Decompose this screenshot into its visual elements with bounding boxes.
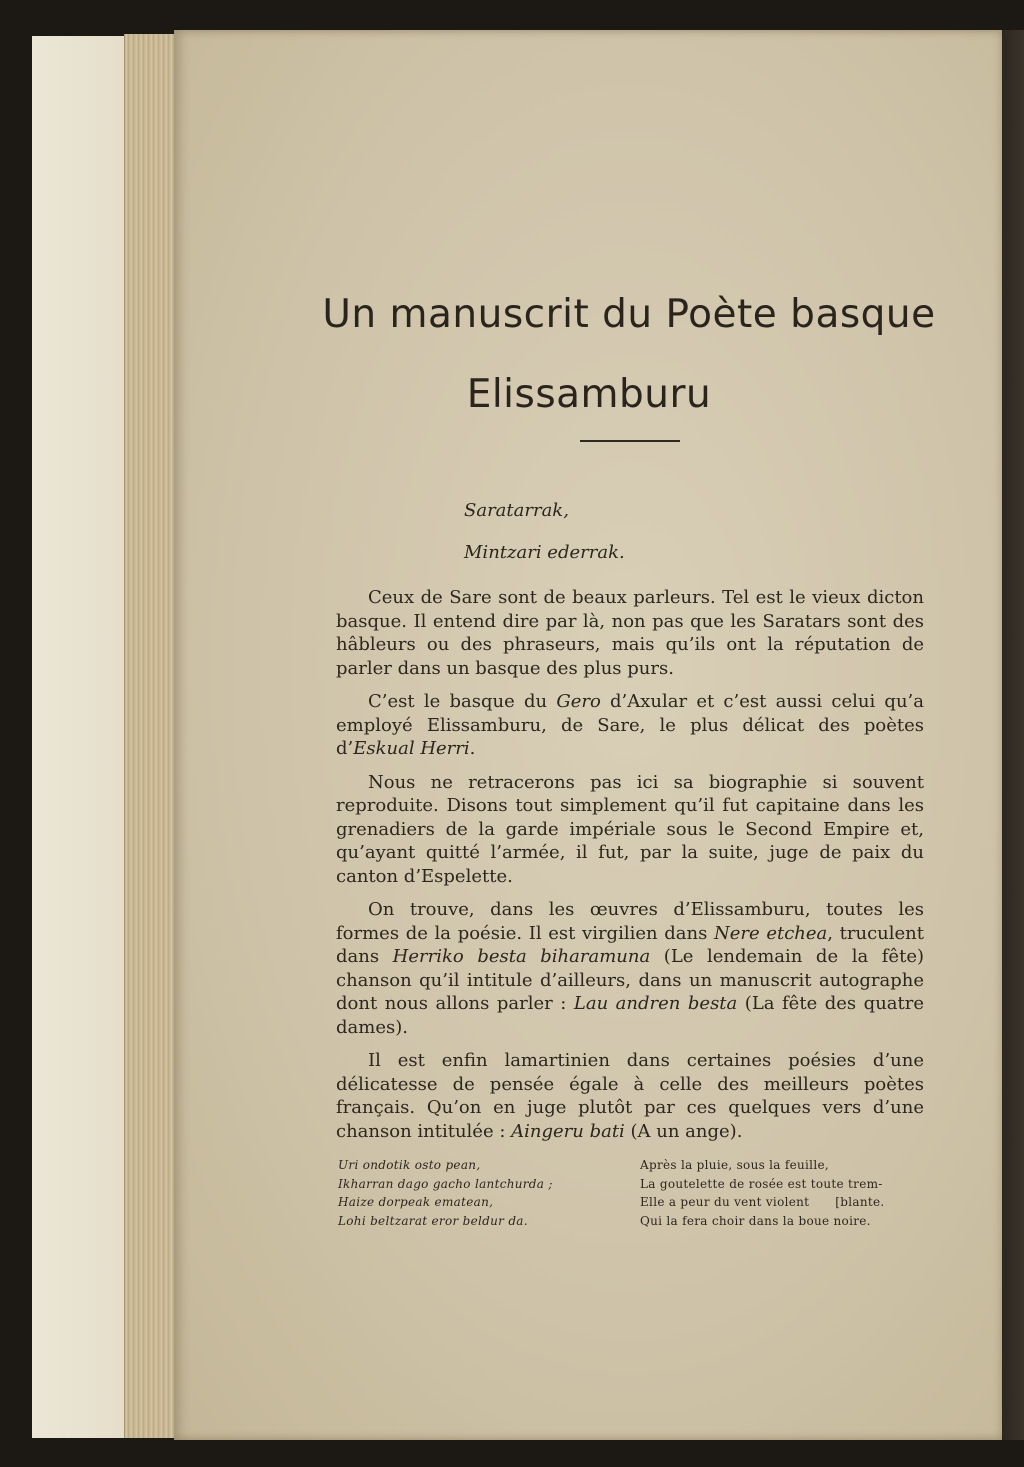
paragraph-2: C’est le basque du Gero d’Axular et c’est aussi celui qu’a employé Elissamburu, de Sare, le plus délicat des poètes d’Eskual Herri.	[336, 691, 925, 759]
title-divider	[580, 440, 680, 442]
epigraph-line-1: Saratarrak,	[464, 500, 569, 521]
verses-french	[640, 1156, 885, 1230]
book-page	[174, 30, 1004, 1440]
paragraph-5: Il est enfin lamartinien dans certaines poésies d’une délicatesse de pensée égale à celle des meilleurs poètes français. Qu’on en juge plutôt par ces quelques vers d’une chanson intitulée : Aingeru bati (A un ange).	[336, 1050, 924, 1142]
paragraph-3: Nous ne retracerons pas ici sa biographie si souvent reproduite. Disons tout simplement qu’il fut capitaine dans les grenadiers de la garde impériale sous le Second Empire et, qu’ayant quitté l’armée, il fut, par la suite, juge de paix du canton d’Espelette.	[336, 771, 924, 887]
binding-gutter	[1002, 30, 1024, 1440]
verse-line: Haize dorpeak ematean,	[338, 1195, 494, 1209]
page-stack-edge	[124, 34, 177, 1438]
verse-line: Qui la fera choir dans la boue noire.	[640, 1213, 871, 1228]
verse-line: Uri ondotik osto pean,	[338, 1158, 481, 1172]
verses-basque	[338, 1156, 553, 1230]
verse-line: Elle a peur du vent violent [blante.	[640, 1193, 885, 1212]
verse-line: La goutelette de rosée est toute trem-	[640, 1176, 883, 1191]
verse-overflow: [blante.	[835, 1195, 885, 1209]
epigraph-line-2: Mintzari ederrak.	[464, 542, 625, 563]
verse-line: Lohi beltzarat eror beldur da.	[338, 1213, 528, 1228]
article-title-line-1: Un manuscrit du Poète basque	[322, 292, 936, 337]
article-title-line-2: Elissamburu	[466, 372, 712, 417]
verse-line: Après la pluie, sous la feuille,	[640, 1158, 829, 1172]
verse-line: Ikharran dago gacho lantchurda ;	[338, 1176, 553, 1191]
article-body	[336, 586, 924, 1153]
paragraph-1: Ceux de Sare sont de beaux parleurs. Tel est le vieux dicton basque. Il entend dire par là, non pas que les Saratars sont des hâbleurs ou des phraseurs, mais qu’ils ont la réputation de parler dans un basque des plus purs.	[336, 587, 924, 679]
paragraph-4: On trouve, dans les œuvres d’Elissamburu, toutes les formes de la poésie. Il est virgilien dans Nere etchea, truculent dans Herriko besta biharamuna (Le lendemain de la fête) chanson qu’il intitule d’ailleurs, dans un manuscrit autographe dont nous allons parler : Lau andren besta (La fête des quatre dames).	[336, 899, 925, 1038]
